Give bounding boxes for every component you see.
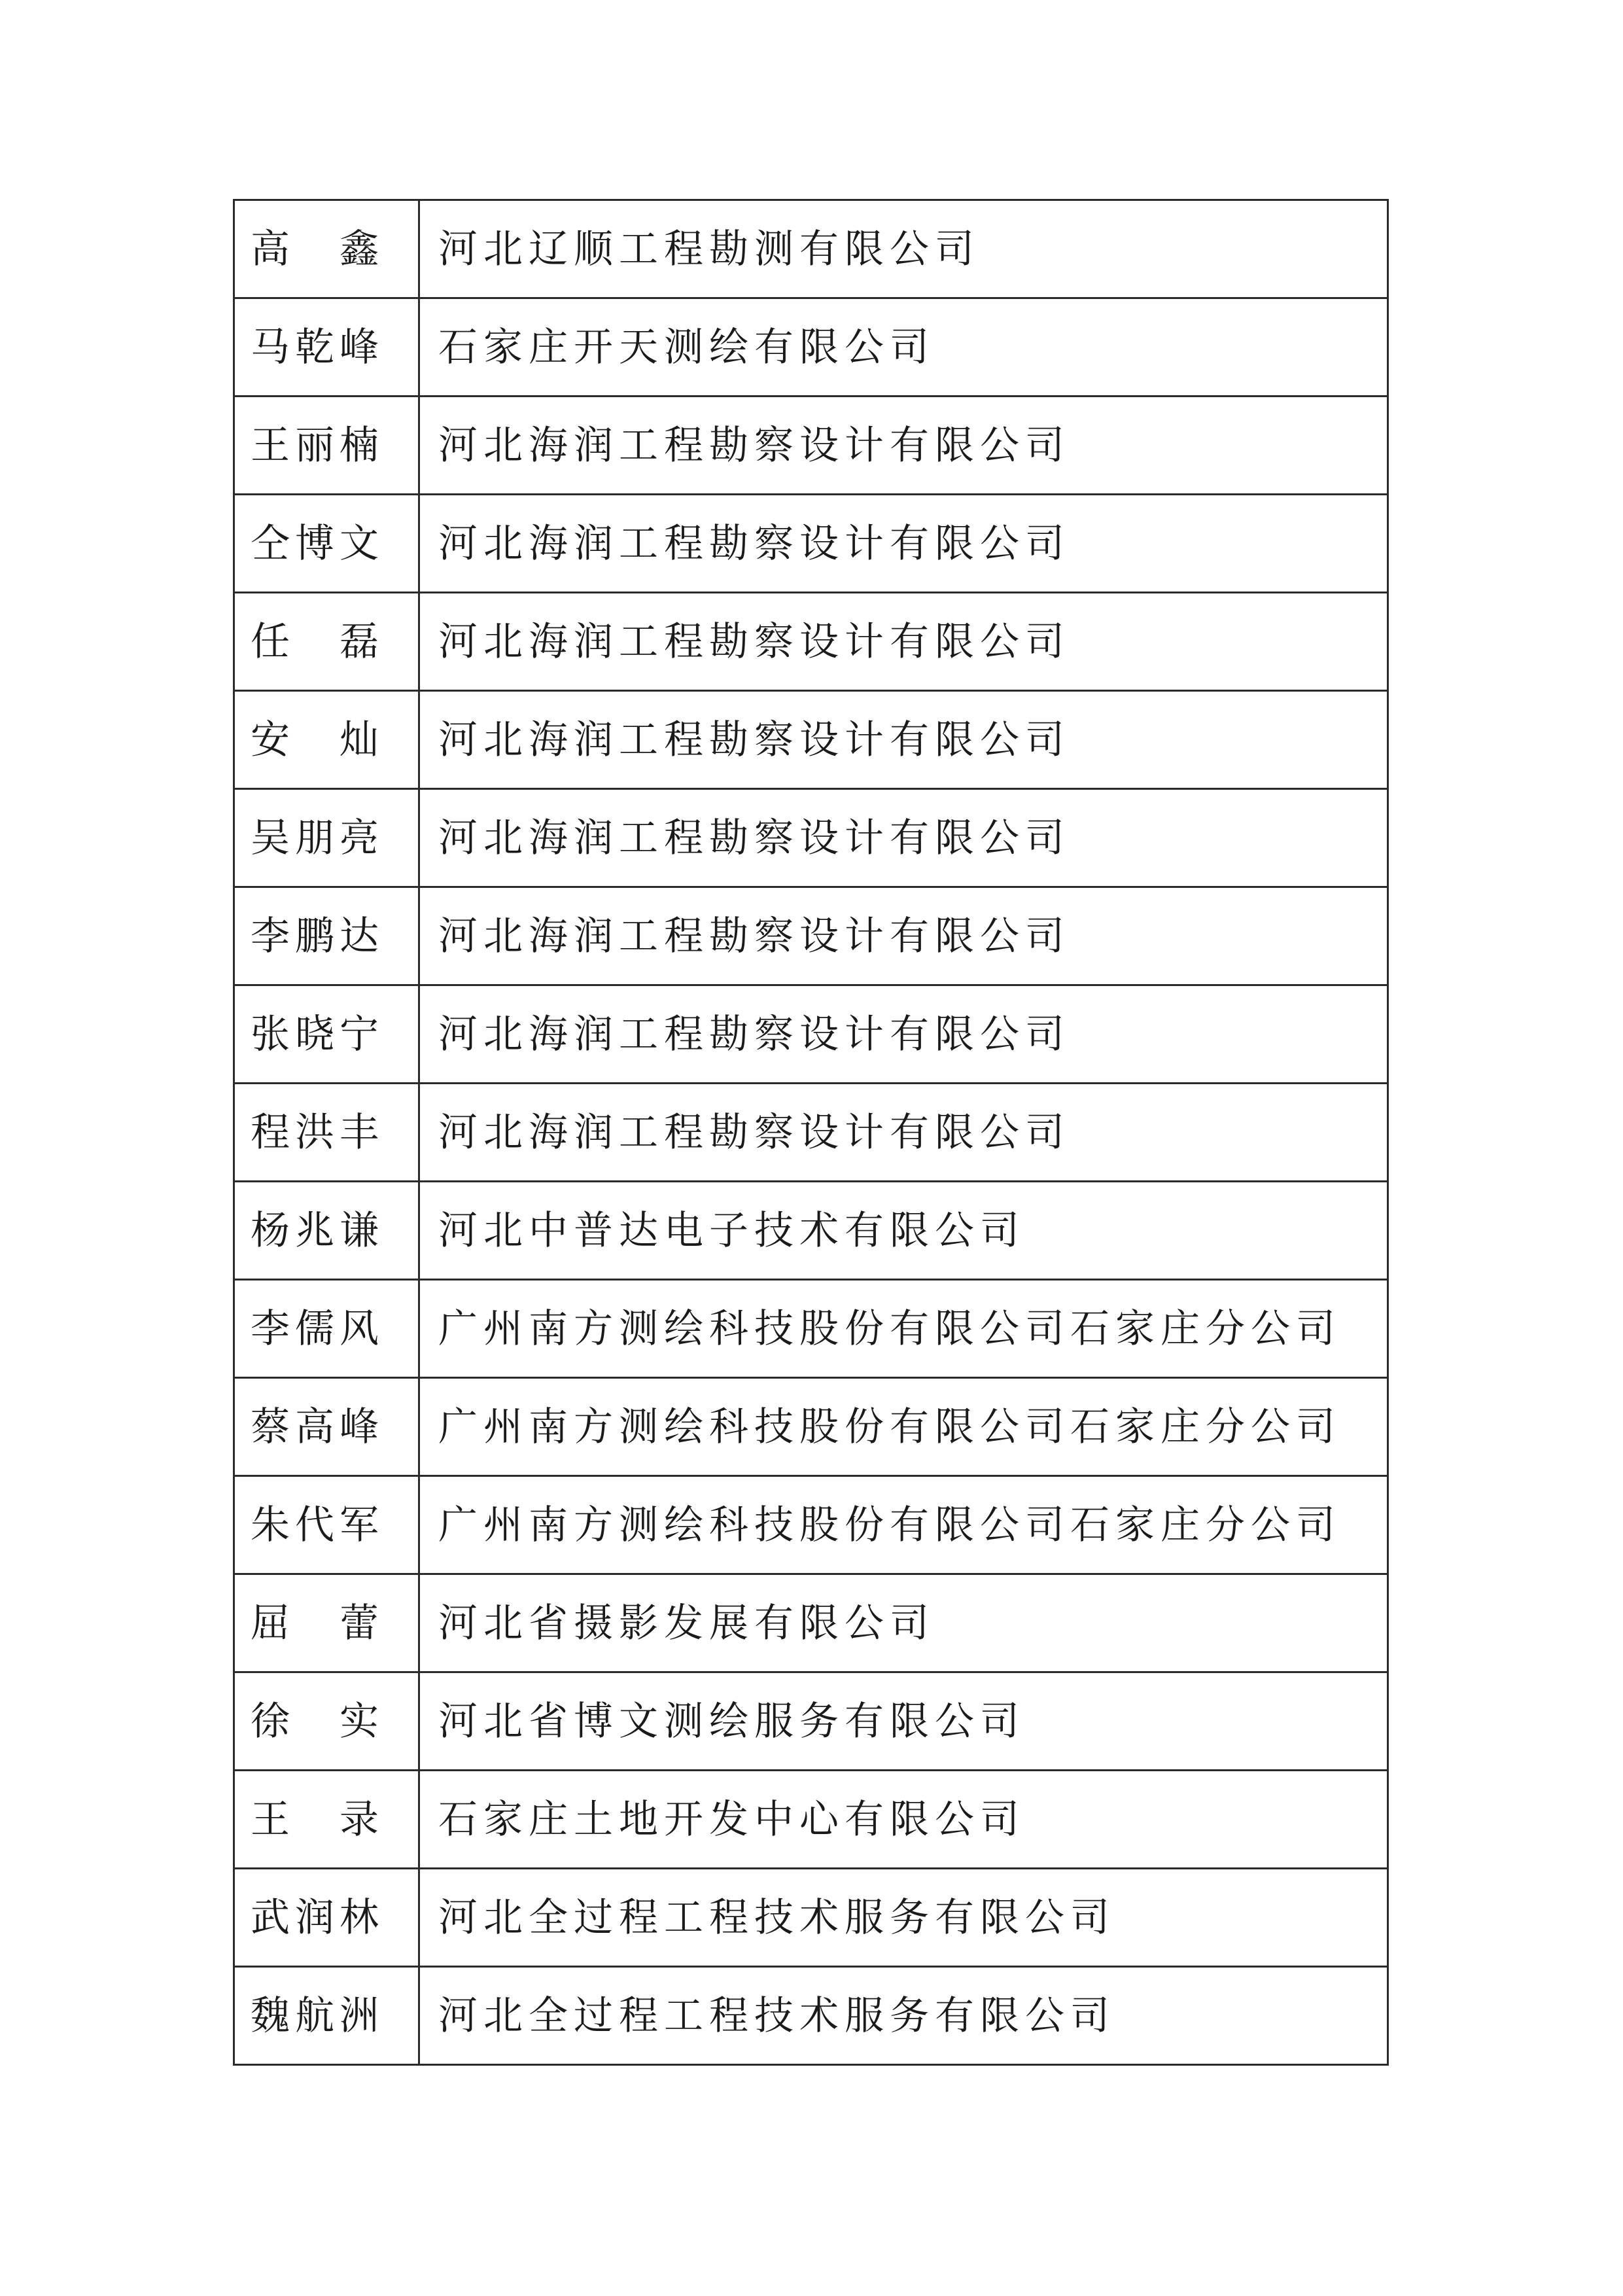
company-name-cell: 河北海润工程勘察设计有限公司 — [419, 495, 1388, 593]
roster-body — [234, 200, 1388, 2065]
table-row — [234, 593, 1388, 691]
table-row — [234, 495, 1388, 593]
company-name-cell: 石家庄开天测绘有限公司 — [419, 298, 1388, 397]
table-row — [234, 1378, 1388, 1476]
table-row — [234, 298, 1388, 397]
person-name-cell — [234, 593, 419, 691]
company-name-cell: 河北全过程工程技术服务有限公司 — [419, 1967, 1388, 2065]
person-name: 屈 蕾 — [251, 1600, 384, 1646]
company-name-cell: 广州南方测绘科技股份有限公司石家庄分公司 — [419, 1378, 1388, 1476]
table-row — [234, 985, 1388, 1084]
table-row — [234, 1476, 1388, 1574]
person-name: 吴朋亮 — [251, 815, 384, 861]
table-row — [234, 1967, 1388, 2065]
person-name: 蔡高峰 — [251, 1404, 384, 1450]
person-name-cell — [234, 1476, 419, 1574]
company-name-cell: 河北海润工程勘察设计有限公司 — [419, 691, 1388, 789]
person-name: 徐 实 — [251, 1698, 384, 1744]
person-name-cell — [234, 1574, 419, 1672]
table-row — [234, 1771, 1388, 1869]
company-name-cell: 河北中普达电子技术有限公司 — [419, 1182, 1388, 1280]
company-name-cell: 河北海润工程勘察设计有限公司 — [419, 887, 1388, 985]
table-row — [234, 200, 1388, 298]
person-name: 张晓宁 — [251, 1011, 384, 1057]
table-row — [234, 1084, 1388, 1182]
person-name-cell — [234, 1378, 419, 1476]
company-name-cell: 河北海润工程勘察设计有限公司 — [419, 789, 1388, 887]
person-name: 李鹏达 — [251, 913, 384, 959]
person-name: 王丽楠 — [251, 422, 384, 468]
person-name-cell — [234, 1280, 419, 1378]
company-name-cell: 河北省摄影发展有限公司 — [419, 1574, 1388, 1672]
person-name-cell — [234, 789, 419, 887]
person-name-cell — [234, 691, 419, 789]
person-name-cell — [234, 397, 419, 495]
person-name: 安 灿 — [251, 716, 384, 763]
person-name-cell — [234, 887, 419, 985]
person-name: 魏航洲 — [251, 1992, 384, 2039]
table-row — [234, 691, 1388, 789]
company-name-cell: 石家庄土地开发中心有限公司 — [419, 1771, 1388, 1869]
person-name-cell — [234, 1182, 419, 1280]
company-name-cell: 河北省博文测绘服务有限公司 — [419, 1672, 1388, 1771]
person-name-cell — [234, 1672, 419, 1771]
table-row — [234, 1182, 1388, 1280]
person-name: 朱代军 — [251, 1502, 384, 1548]
person-name-cell — [234, 200, 419, 298]
person-name-cell — [234, 985, 419, 1084]
company-name-cell: 河北海润工程勘察设计有限公司 — [419, 985, 1388, 1084]
person-name-cell — [234, 1084, 419, 1182]
table-row — [234, 1672, 1388, 1771]
company-name-cell: 河北海润工程勘察设计有限公司 — [419, 593, 1388, 691]
person-name-cell — [234, 1869, 419, 1967]
person-name-cell — [234, 1967, 419, 2065]
table-row — [234, 1574, 1388, 1672]
person-name-cell — [234, 495, 419, 593]
company-name-cell: 河北海润工程勘察设计有限公司 — [419, 1084, 1388, 1182]
person-name-cell — [234, 1771, 419, 1869]
table-row — [234, 1280, 1388, 1378]
roster-table — [233, 199, 1389, 2066]
person-name: 高 鑫 — [251, 226, 384, 272]
table-row — [234, 397, 1388, 495]
person-name: 杨兆谦 — [251, 1207, 384, 1254]
company-name-cell: 河北海润工程勘察设计有限公司 — [419, 397, 1388, 495]
company-name-cell: 广州南方测绘科技股份有限公司石家庄分公司 — [419, 1280, 1388, 1378]
table-row — [234, 789, 1388, 887]
company-name-cell: 河北全过程工程技术服务有限公司 — [419, 1869, 1388, 1967]
table-row — [234, 1869, 1388, 1967]
person-name: 程洪丰 — [251, 1109, 384, 1156]
person-name: 李儒风 — [251, 1305, 384, 1352]
company-name-cell: 广州南方测绘科技股份有限公司石家庄分公司 — [419, 1476, 1388, 1574]
person-name: 武润林 — [251, 1894, 384, 1941]
table-row — [234, 887, 1388, 985]
person-name: 任 磊 — [251, 618, 384, 665]
person-name: 马乾峰 — [251, 324, 384, 370]
person-name-cell — [234, 298, 419, 397]
person-name: 仝博文 — [251, 520, 384, 567]
person-name: 王 录 — [251, 1796, 384, 1843]
company-name-cell: 河北辽顺工程勘测有限公司 — [419, 200, 1388, 298]
